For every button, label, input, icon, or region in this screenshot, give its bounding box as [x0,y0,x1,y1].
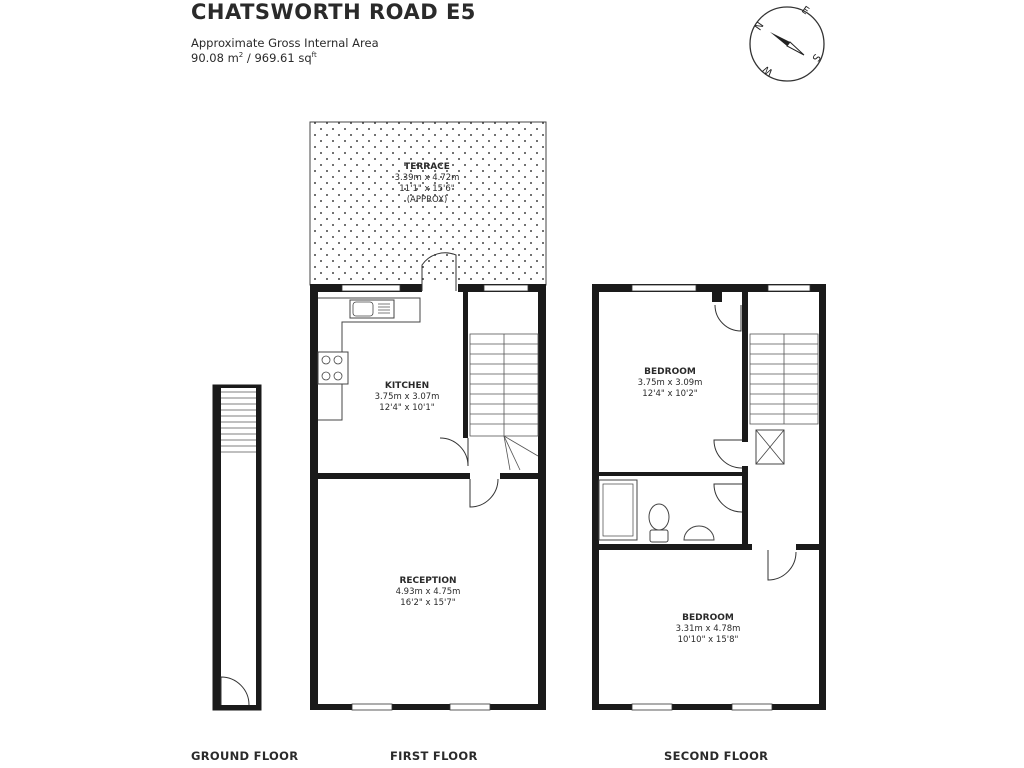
room-kitchen-name: KITCHEN [384,381,430,391]
second-floor-plan [592,284,826,710]
compass-icon [750,5,824,81]
area-subtitle: Approximate Gross Internal Area [191,36,379,50]
compass-n: N [753,20,767,33]
room-kitchen-metric: 3.75m x 3.07m [374,392,440,402]
compass-e: E [799,4,811,18]
compass-s: S [809,51,822,64]
first-floor-plan [310,122,546,710]
room-bedroom-upper-name: BEDROOM [644,367,696,377]
compass-w: W [760,62,776,78]
room-reception-name: RECEPTION [399,576,457,586]
room-reception-metric: 4.93m x 4.75m [395,587,461,597]
room-reception [396,576,461,609]
room-bedroom-lower-metric: 3.31m x 4.78m [675,624,741,634]
area-imperial: 969.61 sq [254,51,312,65]
area-metric-sup: 2 [238,51,244,60]
area-imperial-sup: ft [311,51,317,60]
room-bedroom-lower-imperial: 10'10" x 15'8" [677,635,739,645]
room-terrace [395,162,460,206]
area-metric: 90.08 m [191,51,239,65]
floor-label-ground: GROUND FLOOR [191,749,299,763]
area-separator: / [243,51,255,65]
room-bedroom-upper-imperial: 12'4" x 10'2" [642,389,698,399]
ground-floor-plan [213,385,261,710]
page-title: CHATSWORTH ROAD E5 [191,0,476,24]
room-terrace-metric: 3.39m x 4.72m [394,173,460,183]
room-kitchen [375,381,440,414]
room-terrace-note: (APPROX) [406,195,448,205]
room-terrace-name: TERRACE [404,162,450,172]
room-reception-imperial: 16'2" x 15'7" [400,598,456,608]
room-bedroom-lower [676,613,741,646]
room-kitchen-imperial: 12'4" x 10'1" [379,403,435,413]
room-terrace-imperial: 11'1" x 15'6" [399,184,455,194]
floor-label-second: SECOND FLOOR [664,749,769,763]
floor-label-first: FIRST FLOOR [390,749,478,763]
room-bedroom-upper [638,367,703,400]
room-bedroom-upper-metric: 3.75m x 3.09m [637,378,703,388]
room-bedroom-lower-name: BEDROOM [682,613,734,623]
